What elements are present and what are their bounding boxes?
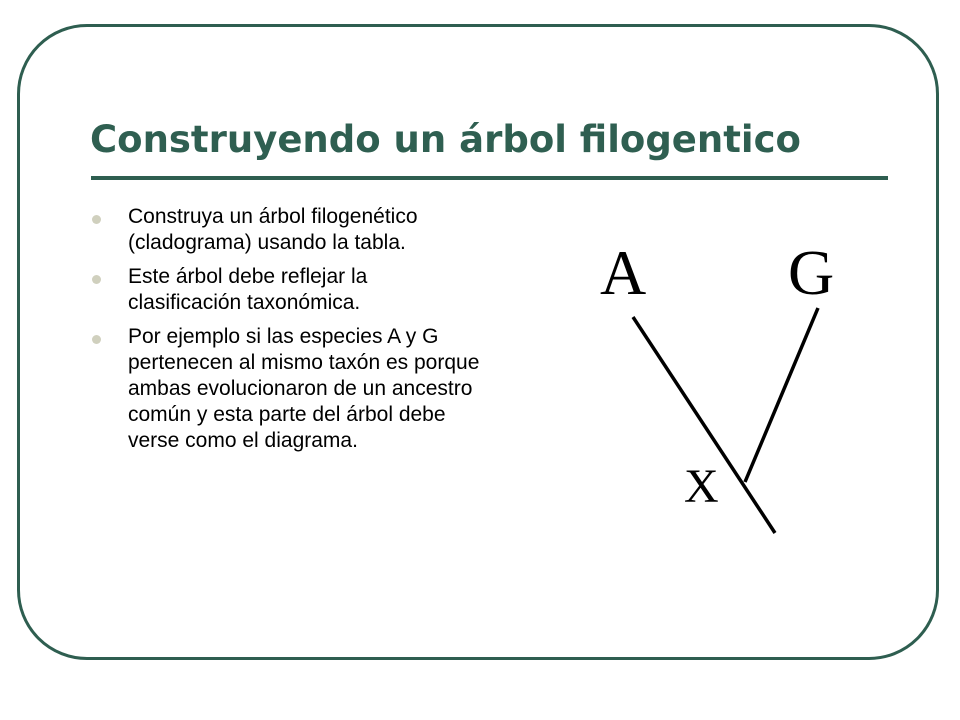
bullet-item xyxy=(92,264,482,316)
bullet-list xyxy=(92,204,482,462)
bullet-text: Construya un árbol filogenético (cladograma) usando la tabla. xyxy=(128,205,418,254)
branch-g xyxy=(745,308,818,482)
bullet-text: Este árbol debe reflejar la clasificación taxonómica. xyxy=(128,265,368,314)
slide-title: Construyendo un árbol filogentico xyxy=(90,118,801,161)
phylogenetic-tree-diagram xyxy=(560,220,880,560)
label-x: X xyxy=(684,460,719,513)
label-g: G xyxy=(788,237,835,308)
label-a: A xyxy=(600,237,647,308)
title-underline xyxy=(91,176,888,180)
bullet-text: Por ejemplo si las especies A y G pertenecen al mismo taxón es porque ambas evolucionaron de un ancestro común y esta parte del árbol debe verse como el diagrama. xyxy=(128,325,480,452)
bullet-dot-icon xyxy=(92,215,101,224)
bullet-item xyxy=(92,204,482,256)
bullet-item xyxy=(92,324,482,454)
bullet-dot-icon xyxy=(92,335,101,344)
bullet-dot-icon xyxy=(92,275,101,284)
